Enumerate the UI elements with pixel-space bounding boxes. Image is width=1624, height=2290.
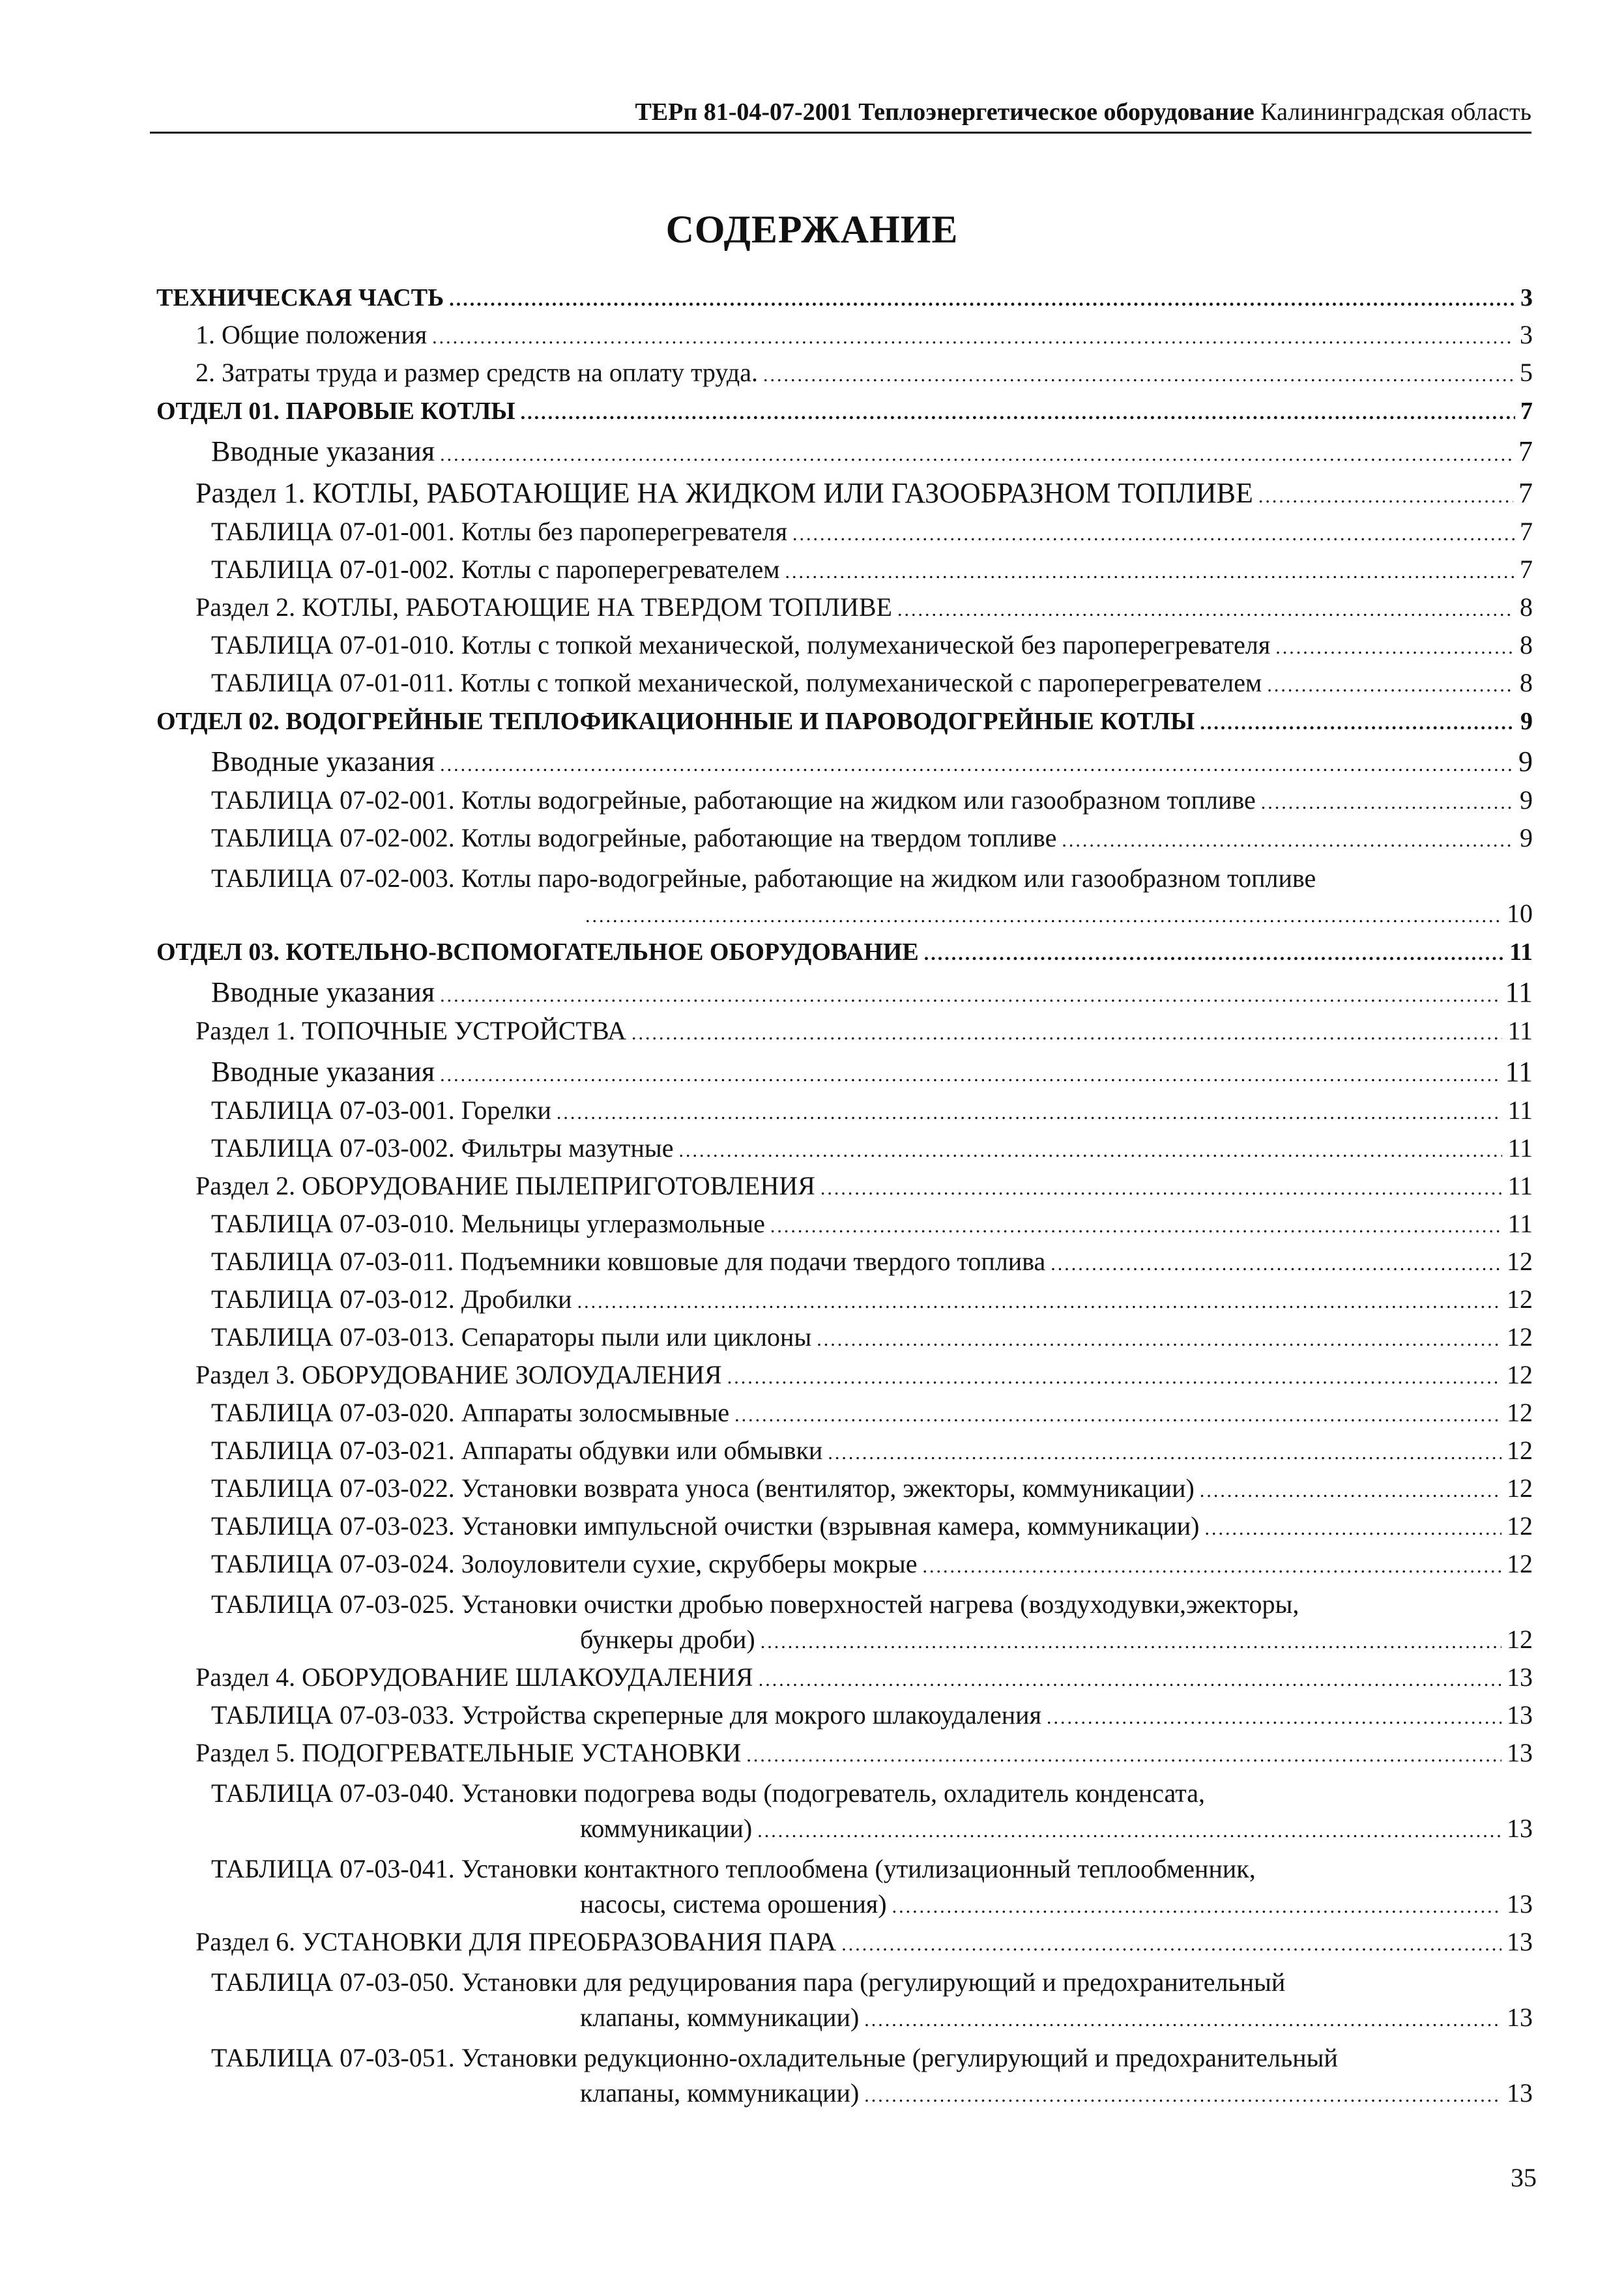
toc-entry-label: Раздел 4. ОБОРУДОВАНИЕ ШЛАКОУДАЛЕНИЯ (196, 1662, 753, 1692)
region-name: Калининградская область (1254, 98, 1531, 126)
toc-entry-label: ТАБЛИЦА 07-03-001. Горелки (211, 1095, 551, 1125)
toc-entry-row (156, 1926, 1533, 1964)
dot-leader (841, 1929, 1501, 1960)
toc-page-number: 9 (1520, 708, 1533, 735)
toc-entry-label: ТАБЛИЦА 07-02-002. Котлы водогрейные, работающие на твердом топливе (211, 823, 1057, 852)
running-header (150, 96, 1531, 134)
toc-line (156, 1662, 1533, 1696)
dot-leader (817, 1324, 1501, 1355)
toc-entry-label: ТАБЛИЦА 07-02-003. Котлы паро-водогрейные, работающие на жидком или газообразном топливе (211, 863, 1316, 893)
toc-page-number: 12 (1507, 1247, 1533, 1276)
toc-page-number: 9 (1518, 746, 1533, 777)
dot-leader (727, 1362, 1501, 1393)
toc-entry-row (156, 822, 1533, 860)
toc-entry-label: Раздел 1. ТОПОЧНЫЕ УСТРОЙСТВА (196, 1016, 627, 1045)
toc-entry-label: ТАБЛИЦА 07-03-050. Установки для редуцирования пара (регулирующий и предохранительный (211, 1967, 1286, 1997)
toc-line (156, 977, 1533, 1011)
dot-leader (1062, 825, 1515, 856)
toc-entry-label: ТАБЛИЦА 07-03-013. Сепараторы пыли или циклоны (211, 1322, 812, 1352)
toc-entry-label: Вводные указания (211, 435, 435, 467)
dot-leader (892, 1891, 1501, 1922)
toc-entry-label: Вводные указания (211, 746, 435, 777)
toc-entry-label: ТАБЛИЦА 07-01-010. Котлы с топкой механической, полумеханической без пароперегревателя (211, 630, 1271, 659)
toc-entry-label: ТАБЛИЦА 07-03-024. Золоуловители сухие, скрубберы мокрые (211, 1549, 918, 1578)
toc-entry-row (156, 1473, 1533, 1511)
toc-line (156, 1322, 1533, 1355)
toc-section-row (156, 282, 1533, 319)
toc-line (156, 554, 1533, 588)
toc-line (156, 2042, 1533, 2074)
toc-line (156, 1548, 1533, 1582)
toc-entry-label: ТАБЛИЦА 07-01-011. Котлы с топкой механической, полумеханической с пароперегревателем (211, 668, 1262, 697)
toc-entry-row (156, 1015, 1533, 1053)
toc-page-number: 8 (1520, 668, 1533, 697)
dot-leader (820, 1173, 1503, 1204)
toc-line (156, 1778, 1533, 1809)
toc-line (156, 667, 1533, 701)
toc-entry-row (156, 1133, 1533, 1170)
dot-leader (734, 1400, 1501, 1431)
toc-entry-row (156, 1775, 1533, 1813)
toc-page-number: 12 (1507, 1625, 1533, 1654)
toc-entry-row (156, 1964, 1533, 2002)
dot-leader (761, 1627, 1501, 1658)
dot-leader (577, 1286, 1501, 1318)
toc-page-number: 11 (1507, 1209, 1533, 1238)
dot-leader (557, 1097, 1503, 1129)
toc-page-number: 13 (1507, 1738, 1533, 1767)
dot-leader (1261, 787, 1515, 819)
toc-entry-label: ОТДЕЛ 01. ПАРОВЫЕ КОТЛЫ (156, 398, 515, 425)
toc-line (156, 898, 1533, 932)
dot-leader (924, 938, 1504, 970)
toc-line (156, 2078, 1533, 2111)
toc-entry-label: ТЕХНИЧЕСКАЯ ЧАСТЬ (156, 284, 444, 312)
toc-line (156, 1056, 1533, 1091)
toc-line (156, 936, 1533, 970)
toc-entry-row (156, 357, 1533, 395)
toc-entry-label: клапаны, коммуникации) (580, 2078, 860, 2108)
toc-entry-row (156, 785, 1533, 822)
page-number: 35 (1511, 2163, 1537, 2192)
toc-entry-label: Раздел 6. УСТАНОВКИ ДЛЯ ПРЕОБРАЗОВАНИЯ ПАРА (196, 1927, 837, 1956)
toc-line (156, 1926, 1533, 1960)
toc-section-row (156, 395, 1533, 433)
toc-entry-label: ТАБЛИЦА 07-01-001. Котлы без пароперегревателя (211, 517, 787, 546)
toc-entry-label: Вводные указания (211, 976, 435, 1008)
toc-entry-label: насосы, система орошения) (580, 1889, 887, 1919)
toc-page-number: 11 (1507, 1016, 1533, 1045)
dot-leader (1200, 1475, 1501, 1507)
toc-line (156, 1208, 1533, 1242)
toc-entry-label: коммуникации) (580, 1814, 753, 1843)
toc-line (156, 1284, 1533, 1318)
toc-entry-row (156, 433, 1533, 474)
toc-line (156, 1170, 1533, 1204)
toc-page-number: 13 (1507, 2078, 1533, 2108)
toc-line (156, 1511, 1533, 1544)
toc-entry-label: ТАБЛИЦА 07-03-040. Установки подогрева воды (подогреватель, охладитель конденсата, (211, 1778, 1205, 1808)
toc-line (156, 1737, 1533, 1771)
dot-leader (440, 749, 1513, 781)
toc-entry-label: ТАБЛИЦА 07-03-002. Фильтры мазутные (211, 1133, 674, 1163)
toc-page-number: 7 (1520, 517, 1533, 546)
toc-entry-row (156, 1322, 1533, 1359)
toc-line (156, 785, 1533, 819)
toc-entry-row (156, 1851, 1533, 1889)
toc-line (156, 1359, 1533, 1393)
toc-entry-row (156, 630, 1533, 667)
toc-entry-row (156, 1246, 1533, 1284)
toc-entry-row (156, 1511, 1533, 1548)
toc-page-number: 12 (1507, 1322, 1533, 1352)
toc-line (156, 396, 1533, 429)
dot-leader (864, 2080, 1501, 2111)
toc-page-number: 8 (1520, 630, 1533, 659)
toc-entry-label: ТАБЛИЦА 07-03-033. Устройства скреперные для мокрого шлакоудаления (211, 1700, 1041, 1730)
toc-entry-row (156, 860, 1533, 898)
toc-line (156, 863, 1533, 894)
dot-leader (432, 322, 1515, 353)
dot-leader (864, 2005, 1501, 2036)
toc-line (156, 706, 1533, 739)
toc-page-number: 11 (1507, 1095, 1533, 1125)
dot-leader (631, 1018, 1502, 1049)
toc-entry-label: 2. Затраты труда и размер средств на оплату труда. (196, 358, 758, 387)
toc-entry-label: ОТДЕЛ 02. ВОДОГРЕЙНЫЕ ТЕПЛОФИКАЦИОННЫЕ И ПАРОВОДОГРЕЙНЫЕ КОТЛЫ (156, 708, 1195, 735)
toc-entry-row (156, 898, 1533, 936)
toc-line (156, 516, 1533, 550)
toc-line (156, 478, 1533, 512)
toc-line (156, 592, 1533, 626)
page-title: СОДЕРЖАНИЕ (665, 208, 959, 251)
toc-line (156, 1589, 1533, 1620)
dot-leader (763, 360, 1515, 391)
toc-entry-row (156, 743, 1533, 785)
toc-page-number: 7 (1520, 398, 1533, 425)
toc-line (156, 1473, 1533, 1507)
toc-page-number: 13 (1507, 2003, 1533, 2032)
toc-page-number: 12 (1507, 1284, 1533, 1314)
toc-page-number: 11 (1507, 1171, 1533, 1200)
toc-entry-row (156, 2040, 1533, 2078)
toc-page-number: 12 (1507, 1549, 1533, 1578)
toc-line (156, 357, 1533, 391)
toc-entry-label: Раздел 5. ПОДОГРЕВАТЕЛЬНЫЕ УСТАНОВКИ (196, 1738, 742, 1767)
dot-leader (757, 1816, 1501, 1847)
dot-leader (759, 1664, 1501, 1696)
toc-page-number: 9 (1520, 823, 1533, 852)
toc-line (156, 1700, 1533, 1733)
toc-entry-label: Раздел 3. ОБОРУДОВАНИЕ ЗОЛОУДАЛЕНИЯ (196, 1360, 722, 1389)
toc-line (156, 1246, 1533, 1280)
toc-line (156, 1967, 1533, 1998)
toc-entry-row (156, 516, 1533, 554)
toc-line (156, 319, 1533, 353)
toc-page-number: 7 (1520, 555, 1533, 584)
toc-entry-row (156, 1397, 1533, 1435)
toc-entry-row (156, 1170, 1533, 1208)
toc-entry-row (156, 1053, 1533, 1095)
dot-leader (1200, 708, 1515, 739)
dot-leader (770, 1211, 1503, 1242)
toc-page-number: 13 (1507, 1814, 1533, 1843)
toc-line (156, 822, 1533, 856)
toc-line (156, 1095, 1533, 1129)
toc-page-number: 13 (1507, 1700, 1533, 1730)
dot-leader (1051, 1249, 1501, 1280)
toc-page-number: 7 (1518, 435, 1533, 467)
toc-entry-row (156, 1889, 1533, 1926)
dot-leader (449, 284, 1515, 315)
toc-line (156, 630, 1533, 663)
toc-entry-row (156, 2078, 1533, 2115)
toc-page-number: 12 (1507, 1360, 1533, 1389)
dot-leader (521, 398, 1515, 429)
toc-entry-label: ТАБЛИЦА 07-03-022. Установки возврата уноса (вентилятор, эжекторы, коммуникации) (211, 1473, 1195, 1503)
toc-line (156, 2002, 1533, 2036)
toc-line (156, 1813, 1533, 1847)
toc-page-number: 13 (1507, 1662, 1533, 1692)
toc-entry-row (156, 1208, 1533, 1246)
toc-entry-row (156, 319, 1533, 357)
toc-entry-row (156, 592, 1533, 630)
toc-page-number: 5 (1520, 358, 1533, 387)
toc-entry-label: ТАБЛИЦА 07-03-020. Аппараты золосмывные (211, 1398, 730, 1427)
toc-line (156, 1015, 1533, 1049)
toc-page-number: 12 (1507, 1473, 1533, 1503)
toc-entry-row (156, 1586, 1533, 1624)
dot-leader (792, 519, 1515, 550)
toc-page-number: 10 (1507, 899, 1533, 928)
toc-entry-row (156, 1662, 1533, 1700)
dot-leader (746, 1740, 1501, 1771)
toc-entry-row (156, 974, 1533, 1015)
toc-entry-label: ТАБЛИЦА 07-03-010. Мельницы углеразмольные (211, 1209, 765, 1238)
toc-entry-label: ТАБЛИЦА 07-03-021. Аппараты обдувки или обмывки (211, 1436, 823, 1465)
toc-section-row (156, 705, 1533, 743)
dot-leader (922, 1551, 1501, 1582)
toc-entry-label: Раздел 2. ОБОРУДОВАНИЕ ПЫЛЕПРИГОТОВЛЕНИЯ (196, 1171, 815, 1200)
toc-entry-row (156, 1624, 1533, 1662)
toc-entry-row (156, 667, 1533, 705)
toc-page-number: 12 (1507, 1398, 1533, 1427)
toc-line (156, 1435, 1533, 1469)
toc-line (156, 1624, 1533, 1658)
toc-entry-label: ТАБЛИЦА 07-03-051. Установки редукционно-охладительные (регулирующий и предохранительный (211, 2043, 1338, 2072)
toc-entry-label: Раздел 1. КОТЛЫ, РАБОТАЮЩИЕ НА ЖИДКОМ ИЛИ ГАЗООБРАЗНОМ ТОПЛИВЕ (196, 477, 1253, 509)
toc-entry-label: ТАБЛИЦА 07-03-011. Подъемники ковшовые для подачи твердого топлива (211, 1247, 1046, 1276)
toc-entry-row (156, 1548, 1533, 1586)
toc-page-number: 12 (1507, 1511, 1533, 1541)
dot-leader (897, 594, 1515, 626)
toc-entry-row (156, 1700, 1533, 1737)
toc-entry-row (156, 1813, 1533, 1851)
toc-section-row (156, 936, 1533, 974)
document-code: ТЕРп 81-04-07-2001 Теплоэнергетическое оборудование (635, 98, 1254, 126)
toc-page-number: 11 (1509, 938, 1533, 966)
dot-leader (1275, 632, 1515, 663)
toc-line (156, 282, 1533, 315)
toc-entry-row (156, 554, 1533, 592)
toc-page-number: 12 (1507, 1436, 1533, 1465)
toc-page-number: 11 (1505, 1056, 1533, 1088)
toc-page-number: 13 (1507, 1889, 1533, 1919)
toc-page-number: 11 (1505, 976, 1533, 1008)
toc-entry-row (156, 1737, 1533, 1775)
toc-entry-row (156, 474, 1533, 516)
toc-entry-row (156, 1284, 1533, 1322)
toc-line (156, 436, 1533, 471)
toc-page-number: 7 (1518, 477, 1533, 509)
toc-entry-label: ТАБЛИЦА 07-02-001. Котлы водогрейные, работающие на жидком или газообразном топливе (211, 785, 1256, 815)
toc-page-number: 13 (1507, 1927, 1533, 1956)
dot-leader (440, 1060, 1500, 1091)
toc-entry-label: ОТДЕЛ 03. КОТЕЛЬНО-ВСПОМОГАТЕЛЬНОЕ ОБОРУДОВАНИЕ (156, 938, 919, 966)
toc-entry-label: 1. Общие положения (196, 320, 428, 349)
toc-line (156, 1853, 1533, 1885)
dot-leader (1258, 481, 1513, 512)
toc-page-number: 8 (1520, 592, 1533, 622)
dot-leader (440, 439, 1513, 471)
dot-leader (585, 901, 1501, 932)
toc-entry-label: ТАБЛИЦА 07-03-025. Установки очистки дробью поверхностей нагрева (воздуходувки,эжекторы, (211, 1589, 1299, 1619)
toc-page-number: 11 (1507, 1133, 1533, 1163)
dot-leader (1267, 670, 1515, 701)
toc-page-number: 9 (1520, 785, 1533, 815)
toc-entry-label: ТАБЛИЦА 07-03-012. Дробилки (211, 1284, 572, 1314)
toc-page-number: 3 (1520, 284, 1533, 312)
toc-entry-row (156, 2002, 1533, 2040)
dot-leader (440, 980, 1500, 1011)
toc-entry-label: Вводные указания (211, 1056, 435, 1088)
toc-entry-label: Раздел 2. КОТЛЫ, РАБОТАЮЩИЕ НА ТВЕРДОМ ТОПЛИВЕ (196, 592, 892, 622)
toc-entry-label: ТАБЛИЦА 07-03-023. Установки импульсной очистки (взрывная камера, коммуникации) (211, 1511, 1200, 1541)
toc-page-number: 3 (1520, 320, 1533, 349)
toc-entry-label: ТАБЛИЦА 07-03-041. Установки контактного теплообмена (утилизационный теплообменник, (211, 1854, 1256, 1883)
dot-leader (785, 557, 1515, 588)
toc-entry-row (156, 1359, 1533, 1397)
dot-leader (679, 1135, 1503, 1167)
toc-line (156, 746, 1533, 781)
toc-entry-row (156, 1435, 1533, 1473)
table-of-contents (156, 282, 1533, 2115)
toc-entry-label: ТАБЛИЦА 07-01-002. Котлы с пароперегревателем (211, 555, 780, 584)
toc-line (156, 1133, 1533, 1167)
toc-line (156, 1889, 1533, 1922)
toc-entry-label: бункеры дроби) (580, 1625, 755, 1654)
toc-entry-label: клапаны, коммуникации) (580, 2003, 860, 2032)
toc-entry-row (156, 1095, 1533, 1133)
toc-line (156, 1397, 1533, 1431)
dot-leader (1047, 1702, 1501, 1733)
dot-leader (1204, 1513, 1501, 1544)
dot-leader (828, 1438, 1501, 1469)
